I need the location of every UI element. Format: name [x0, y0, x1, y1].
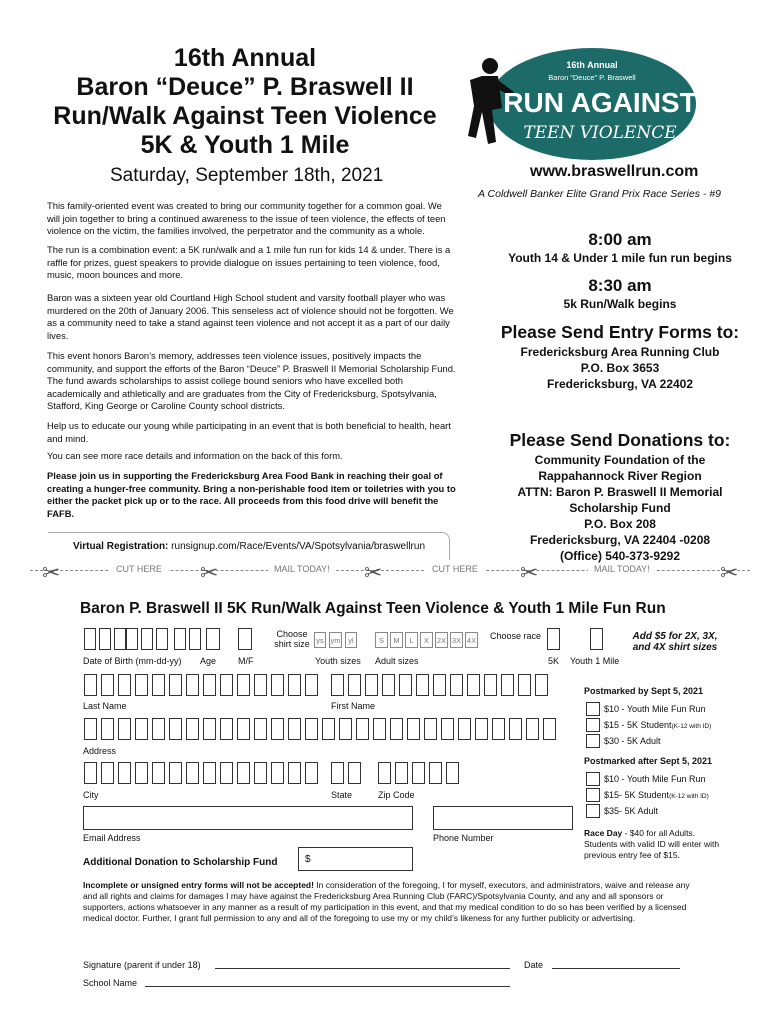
race-youth-label: Youth 1 Mile	[570, 656, 620, 666]
time-youth: 8:00 am	[588, 230, 652, 249]
last-name-box[interactable]	[288, 674, 301, 696]
date-label: Date	[524, 960, 544, 970]
price-option: $30 - 5K Adult	[604, 736, 661, 746]
dollar-sign: $	[305, 854, 311, 865]
event-title	[40, 44, 450, 160]
title-line: 5K & Youth 1 Mile	[140, 131, 350, 159]
scissors-icon: ✂	[364, 560, 383, 585]
price-option: $10 - Youth Mile Fun Run	[604, 774, 706, 784]
donation-field[interactable]	[298, 847, 413, 871]
price-checkbox[interactable]	[586, 718, 600, 732]
city-box[interactable]	[101, 762, 114, 784]
legal-bold: Incomplete or unsigned entry forms will not be accepted!	[83, 880, 314, 890]
price-text: $15- 5K Student	[604, 790, 670, 800]
price-option	[604, 720, 711, 730]
race-series: A Coldwell Banker Elite Grand Prix Race Series - #9	[478, 188, 721, 200]
title-line: Run/Walk Against Teen Violence	[53, 102, 437, 130]
zip-label: Zip Code	[378, 790, 415, 800]
last-name-box[interactable]	[254, 674, 267, 696]
state-box[interactable]	[348, 762, 361, 784]
last-name-box[interactable]	[169, 674, 182, 696]
email-label: Email Address	[83, 833, 141, 843]
title-line: 16th Annual	[173, 44, 317, 72]
race-5k-checkbox[interactable]	[547, 628, 560, 650]
time-5k: 8:30 am	[588, 276, 652, 295]
size-x[interactable]: X	[420, 632, 433, 648]
city-box[interactable]	[271, 762, 284, 784]
entry-header: Please Send Entry Forms to:	[500, 322, 740, 342]
first-name-box[interactable]	[331, 674, 344, 696]
address-box[interactable]	[186, 718, 199, 740]
youth-sizes-label: Youth sizes	[315, 656, 361, 666]
donation-header: Please Send Donations to:	[509, 430, 731, 450]
address-line: Fredericksburg, VA 22402	[546, 377, 694, 391]
address-box[interactable]	[305, 718, 318, 740]
city-box[interactable]	[169, 762, 182, 784]
mf-label: M/F	[238, 656, 254, 666]
last-name-box[interactable]	[271, 674, 284, 696]
last-name-box[interactable]	[101, 674, 114, 696]
after-header: Postmarked after Sept 5, 2021	[584, 756, 713, 766]
address-box[interactable]	[237, 718, 250, 740]
state-box[interactable]	[331, 762, 344, 784]
entry-address	[470, 344, 770, 392]
zip-box[interactable]	[446, 762, 459, 784]
address-box[interactable]	[339, 718, 352, 740]
paragraph: This family-oriented event was created to bring our community together for a common goal. We will join together to bring a continued awareness to the issue of teen violence, the effects of teen violence on the victim, the families involved, the perpetrator and the community as a whole.	[47, 200, 446, 237]
last-name-box[interactable]	[305, 674, 318, 696]
race-day-text: - $40 for all Adults. Students with valid ID will enter with previous entry fee of $15.	[584, 828, 720, 860]
scissors-icon: ✂	[42, 560, 61, 585]
address-line: P.O. Box 208	[584, 517, 656, 531]
address-line: P.O. Box 3653	[580, 361, 660, 375]
virtual-label: Virtual Registration:	[73, 541, 169, 552]
mail-today-label: MAIL TODAY!	[268, 564, 336, 574]
legal-text: In consideration of the foregoing, I for myself, executors, and administrators, waive and release any and all rights and claims for damages I may have against the Fredericksburg Area Running Club (FARC)/Spotsylvania County, and any and all sponsors or supporters, actions whatsoever in any manner as a result of my participation in this event, and that my medical condition to do so has been verified by a licensed medical doctor. Further, I grant full permission to any and all of the foregoing to use my or my child’s likeness for any further publicity or advertising.	[83, 880, 690, 923]
date-line[interactable]	[552, 968, 680, 969]
cut-here-label: CUT HERE	[110, 564, 168, 574]
price-checkbox[interactable]	[586, 702, 600, 716]
city-box[interactable]	[186, 762, 199, 784]
last-name-box[interactable]	[152, 674, 165, 696]
address-box[interactable]	[152, 718, 165, 740]
price-option: $35- 5K Adult	[604, 806, 659, 816]
run-against-teen-violence-logo	[462, 46, 702, 164]
size-ym[interactable]: ym	[329, 632, 342, 648]
city-box[interactable]	[305, 762, 318, 784]
city-box[interactable]	[288, 762, 301, 784]
size-4x[interactable]: 4X	[465, 632, 478, 648]
size-yl[interactable]: yl	[345, 632, 357, 648]
student-note: (K-12 with ID)	[671, 723, 712, 730]
age-label: Age	[200, 656, 217, 666]
size-3x[interactable]: 3X	[450, 632, 463, 648]
first-name-box[interactable]	[433, 674, 446, 696]
address-line: Community Foundation of the	[534, 453, 706, 467]
dob-box[interactable]	[126, 628, 138, 650]
dob-box[interactable]	[99, 628, 111, 650]
form-title: Baron P. Braswell II 5K Run/Walk Against Teen Violence & Youth 1 Mile Fun Run	[80, 600, 666, 617]
address-box[interactable]	[203, 718, 216, 740]
dob-label: Date of Birth (mm-dd-yy)	[83, 656, 182, 666]
address-line: Rappahannock River Region	[538, 469, 702, 483]
address-box[interactable]	[492, 718, 505, 740]
paragraph: This event honors Baron’s memory, addresses teen violence issues, positively impacts the community, and support the efforts of the Baron “Deuce” P. Braswell II Memorial Scholarship Fund. The fund awards scholarships to assist college bound seniors who have excelled both academically and athletically and are graduates from the City of Fredericksburg, Spotsylvania, Stafford, King George or Caroline County school districts.	[47, 350, 456, 412]
price-checkbox[interactable]	[586, 772, 600, 786]
size-s[interactable]: S	[375, 632, 388, 648]
address-box[interactable]	[543, 718, 556, 740]
address-box[interactable]	[390, 718, 403, 740]
scissors-icon: ✂	[200, 560, 219, 585]
city-box[interactable]	[84, 762, 97, 784]
time-youth-desc: Youth 14 & Under 1 mile fun run begins	[508, 251, 732, 265]
price-option	[604, 790, 709, 800]
choose-race-label: Choose race	[490, 631, 542, 641]
address-box[interactable]	[220, 718, 233, 740]
first-name-box[interactable]	[348, 674, 361, 696]
city-box[interactable]	[237, 762, 250, 784]
before-header: Postmarked by Sept 5, 2021	[584, 686, 704, 696]
last-name-box[interactable]	[220, 674, 233, 696]
city-box[interactable]	[254, 762, 267, 784]
price-checkbox[interactable]	[586, 734, 600, 748]
price-option: $10 - Youth Mile Fun Run	[604, 704, 706, 714]
address-label: Address	[83, 746, 117, 756]
address-line: Fredericksburg Area Running Club	[520, 345, 720, 359]
address-box[interactable]	[373, 718, 386, 740]
price-text: $15 - 5K Student	[604, 720, 672, 730]
age-box[interactable]	[174, 628, 186, 650]
city-box[interactable]	[152, 762, 165, 784]
race-youth-checkbox[interactable]	[590, 628, 603, 650]
last-name-box[interactable]	[118, 674, 131, 696]
website: www.braswellrun.com	[530, 163, 699, 180]
food-bank-note: Please join us in supporting the Fredericksburg Area Food Bank in reaching their goal of creating a hunger-free community. Bring a non-perishable food item or toiletries with you to either the packet pick up or to the race. All proceeds from this food drive will benefit the FAFB.	[47, 470, 456, 519]
signature-line[interactable]	[215, 968, 510, 969]
scissors-icon: ✂	[720, 560, 739, 585]
school-label: School Name	[83, 978, 138, 988]
age-box[interactable]	[206, 628, 220, 650]
size-m[interactable]: M	[390, 632, 403, 648]
address-box[interactable]	[271, 718, 284, 740]
address-line: Fredericksburg, VA 22404 -0208	[529, 533, 711, 547]
address-box[interactable]	[254, 718, 267, 740]
mf-box[interactable]	[238, 628, 252, 650]
address-box[interactable]	[458, 718, 471, 740]
address-box[interactable]	[356, 718, 369, 740]
address-box[interactable]	[118, 718, 131, 740]
size-2x[interactable]: 2X	[435, 632, 448, 648]
event-date: Saturday, September 18th, 2021	[110, 165, 384, 186]
phone-field[interactable]	[433, 806, 573, 830]
cut-here-label: CUT HERE	[426, 564, 484, 574]
zip-box[interactable]	[378, 762, 391, 784]
phone-label: Phone Number	[433, 833, 494, 843]
virtual-url[interactable]: runsignup.com/Race/Events/VA/Spotsylvania/braswellrun	[171, 541, 425, 552]
price-checkbox[interactable]	[586, 804, 600, 818]
first-name-box[interactable]	[382, 674, 395, 696]
paragraph: You can see more race details and information on the back of this form.	[47, 450, 343, 461]
race-5k-label: 5K	[548, 656, 560, 666]
address-box[interactable]	[101, 718, 114, 740]
city-box[interactable]	[203, 762, 216, 784]
address-box[interactable]	[441, 718, 454, 740]
price-checkbox[interactable]	[586, 788, 600, 802]
last-name-box[interactable]	[203, 674, 216, 696]
address-box[interactable]	[526, 718, 539, 740]
choose-shirt-label: Choose shirt size	[274, 629, 310, 649]
logo-line1: 16th Annual	[566, 60, 618, 70]
address-box[interactable]	[135, 718, 148, 740]
address-box[interactable]	[169, 718, 182, 740]
first-name-box[interactable]	[365, 674, 378, 696]
adult-sizes-label: Adult sizes	[375, 656, 419, 666]
signature-label: Signature (parent if under 18)	[83, 960, 201, 970]
paragraph: Baron was a sixteen year old Courtland High School student and varsity football player who was murdered on the 20th of January 2006. This senseless act of violence should not be forgotten. We as a community need to take a stand against teen violence and not accept it as a part of our daily lives.	[47, 292, 454, 341]
dob-box[interactable]	[84, 628, 96, 650]
zip-box[interactable]	[395, 762, 408, 784]
last-name-box[interactable]	[237, 674, 250, 696]
title-line: Baron “Deuce” P. Braswell II	[76, 73, 414, 101]
dob-box[interactable]	[141, 628, 153, 650]
address-box[interactable]	[509, 718, 522, 740]
paragraph: Help us to educate our young while participating in an event that is both beneficial to health, heart and mind.	[47, 420, 451, 444]
scissors-icon: ✂	[520, 560, 539, 585]
paragraph: The run is a combination event: a 5K run/walk and a 1 mile fun run for kids 14 & under. There is a raffle for prizes, guest speakers to provide dialogue on issues pertaining to teen violence, food, music, moon bounces and more.	[47, 244, 451, 281]
age-box[interactable]	[189, 628, 201, 650]
address-box[interactable]	[424, 718, 437, 740]
zip-box[interactable]	[429, 762, 442, 784]
city-box[interactable]	[135, 762, 148, 784]
student-note: (K-12 with ID)	[669, 793, 709, 800]
donation-address	[470, 452, 770, 564]
address-line: ATTN: Baron P. Braswell II Memorial	[517, 485, 723, 499]
city-label: City	[83, 790, 99, 800]
last-name-box[interactable]	[186, 674, 199, 696]
address-line: Scholarship Fund	[569, 501, 671, 515]
add-note: Add $5 for 2X, 3X, and 4X shirt sizes	[632, 631, 718, 653]
last-name-label: Last Name	[83, 701, 127, 711]
size-l[interactable]: L	[405, 632, 418, 648]
legal-waiver	[83, 880, 703, 924]
donation-label: Additional Donation to Scholarship Fund	[83, 857, 278, 868]
first-name-box[interactable]	[518, 674, 531, 696]
logo-main: RUN AGAINST	[503, 87, 697, 118]
first-name-label: First Name	[331, 701, 376, 711]
first-name-box[interactable]	[399, 674, 412, 696]
last-name-box[interactable]	[84, 674, 97, 696]
first-name-box[interactable]	[467, 674, 480, 696]
dob-box[interactable]	[114, 628, 126, 650]
address-box[interactable]	[475, 718, 488, 740]
size-ys[interactable]: ys	[314, 632, 326, 648]
first-name-box[interactable]	[501, 674, 514, 696]
city-box[interactable]	[220, 762, 233, 784]
first-name-box[interactable]	[450, 674, 463, 696]
first-name-box[interactable]	[416, 674, 429, 696]
address-box[interactable]	[407, 718, 420, 740]
school-line[interactable]	[145, 986, 510, 987]
time-5k-desc: 5k Run/Walk begins	[563, 297, 677, 311]
logo-line2: Baron “Deuce” P. Braswell	[548, 73, 636, 82]
first-name-box[interactable]	[484, 674, 497, 696]
logo-sub: TEEN VIOLENCE	[523, 123, 677, 143]
dob-box[interactable]	[156, 628, 168, 650]
state-label: State	[331, 790, 353, 800]
address-box[interactable]	[288, 718, 301, 740]
address-box[interactable]	[322, 718, 335, 740]
address-box[interactable]	[84, 718, 97, 740]
first-name-box[interactable]	[535, 674, 548, 696]
email-field[interactable]	[83, 806, 413, 830]
zip-box[interactable]	[412, 762, 425, 784]
virtual-registration	[48, 532, 450, 560]
last-name-box[interactable]	[135, 674, 148, 696]
race-day-label: Race Day	[584, 828, 623, 838]
race-day-note	[584, 828, 724, 861]
mail-today-label: MAIL TODAY!	[588, 564, 656, 574]
address-line: (Office) 540-373-9292	[559, 549, 681, 563]
city-box[interactable]	[118, 762, 131, 784]
